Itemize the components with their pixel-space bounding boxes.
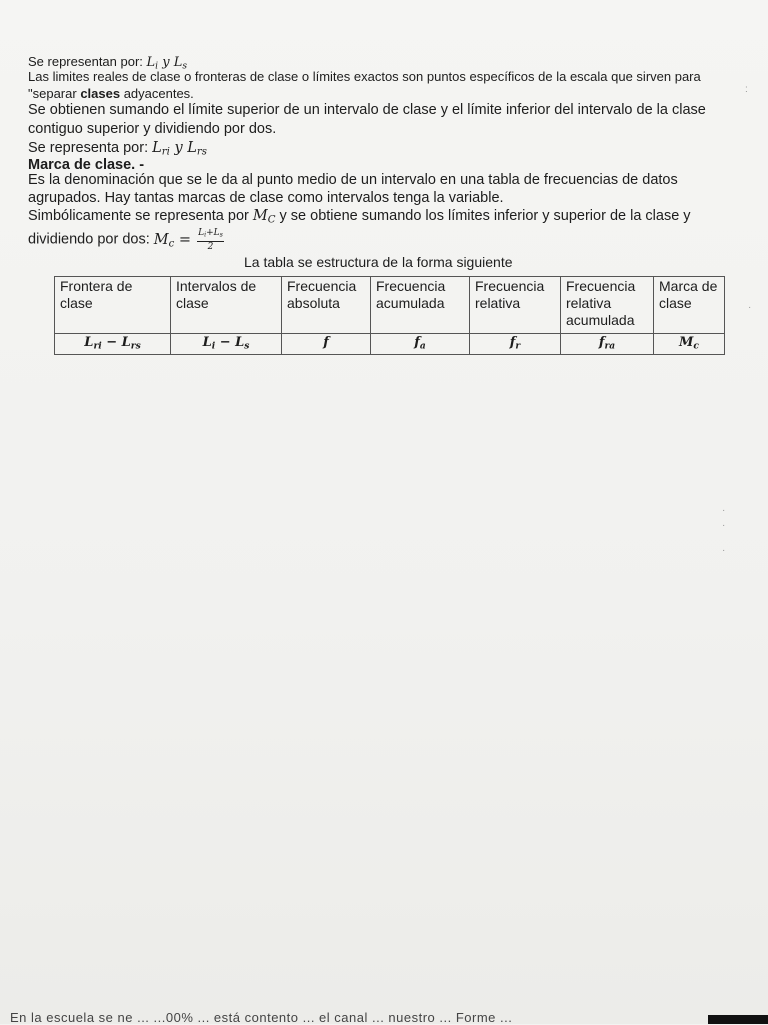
mc-formula: $M_c$ = — [153, 231, 192, 250]
header-cell: Frecuencia acumulada — [371, 277, 470, 334]
formula-pre: dividiendo por dos: — [28, 231, 154, 248]
line3-post: adyacentes. — [120, 86, 194, 101]
formula-line — [28, 228, 224, 252]
margin-mark: · — [722, 545, 726, 556]
represent-line-2 — [28, 140, 207, 158]
symbol-cell-f — [282, 334, 371, 355]
obtain-line-1: Se obtienen sumando el límite superior de un intervalo de clase y el límite inferior del intervalo de la clase — [28, 102, 706, 118]
table-header-row — [55, 277, 725, 334]
class-mark-heading: Marca de clase. - — [28, 157, 145, 173]
classes-bold: clases — [80, 86, 121, 101]
obtain-line-2: contiguo superior y dividiendo por dos. — [28, 121, 277, 137]
symbol-text: $L_i - L_s$ — [202, 335, 250, 352]
symbolic-pre: Simbólicamente se representa por — [28, 208, 253, 224]
symbol-text: $L_{ri} - L_{rs}$ — [84, 335, 141, 352]
symbol-text: f — [323, 335, 329, 350]
page-edge-shadow — [708, 1015, 768, 1024]
symbol-cell-mc — [654, 334, 725, 355]
table-symbol-row — [55, 334, 725, 355]
symbol-text: $M_c$ — [679, 335, 699, 352]
header-cell: Frecuencia relativa acumulada — [561, 277, 654, 334]
adjacent-classes-line — [28, 86, 194, 101]
class-mark-definition-2: agrupados. Hay tantas marcas de clase como intervalos tenga la variable. — [28, 190, 504, 206]
real-limits-symbol: $L_{ri}$ y $L_{rs}$ — [152, 140, 207, 158]
header-cell: Frecuencia relativa — [470, 277, 561, 334]
symbol-cell-fra — [561, 334, 654, 355]
symbol-text: $f_{ra}$ — [598, 335, 616, 352]
header-cell: Marca de clase — [654, 277, 725, 334]
represent-label-2: Se representa por: — [28, 140, 153, 156]
symbol-cell-real-limits — [55, 334, 171, 355]
margin-mark: · — [748, 302, 752, 313]
bleed-through-text: En la escuela se ne ... ...00% ... está contento ... el canal ... nuestro ... Forme ... — [10, 1010, 513, 1025]
symbol-text: $f_r$ — [509, 335, 521, 352]
line3-pre: "separar — [28, 86, 81, 101]
margin-mark: · — [722, 520, 726, 531]
limits-symbol: $L_i$ y $L_s$ — [146, 55, 188, 72]
symbol-cell-fa — [371, 334, 470, 355]
header-cell: Intervalos de clase — [171, 277, 282, 334]
header-cell: Frontera de clase — [55, 277, 171, 334]
mc-fraction: $\frac{L_i+L_s}{2}$ — [198, 228, 223, 252]
symbol-cell-fr — [470, 334, 561, 355]
header-cell: Frecuencia absoluta — [282, 277, 371, 334]
symbolic-line — [28, 208, 691, 226]
margin-mark: · — [722, 505, 726, 516]
symbol-cell-limits — [171, 334, 282, 355]
symbol-text: $f_a$ — [414, 335, 426, 352]
real-limits-definition: Las limites reales de clase o fronteras de clase o límites exactos son puntos específicos de la escala que sirven para — [28, 69, 701, 84]
class-mark-definition-1: Es la denominación que se le da al punto medio de un intervalo en una tabla de frecuencias de datos — [28, 172, 678, 188]
margin-mark: : — [745, 84, 748, 95]
mc-symbol: $M_C$ — [252, 208, 276, 226]
table-caption: La tabla se estructura de la forma siguiente — [244, 254, 513, 270]
represent-label: Se representan por: — [28, 54, 147, 69]
symbolic-post: y se obtiene sumando los límites inferior y superior de la clase y — [279, 208, 691, 224]
frequency-table — [54, 276, 725, 355]
